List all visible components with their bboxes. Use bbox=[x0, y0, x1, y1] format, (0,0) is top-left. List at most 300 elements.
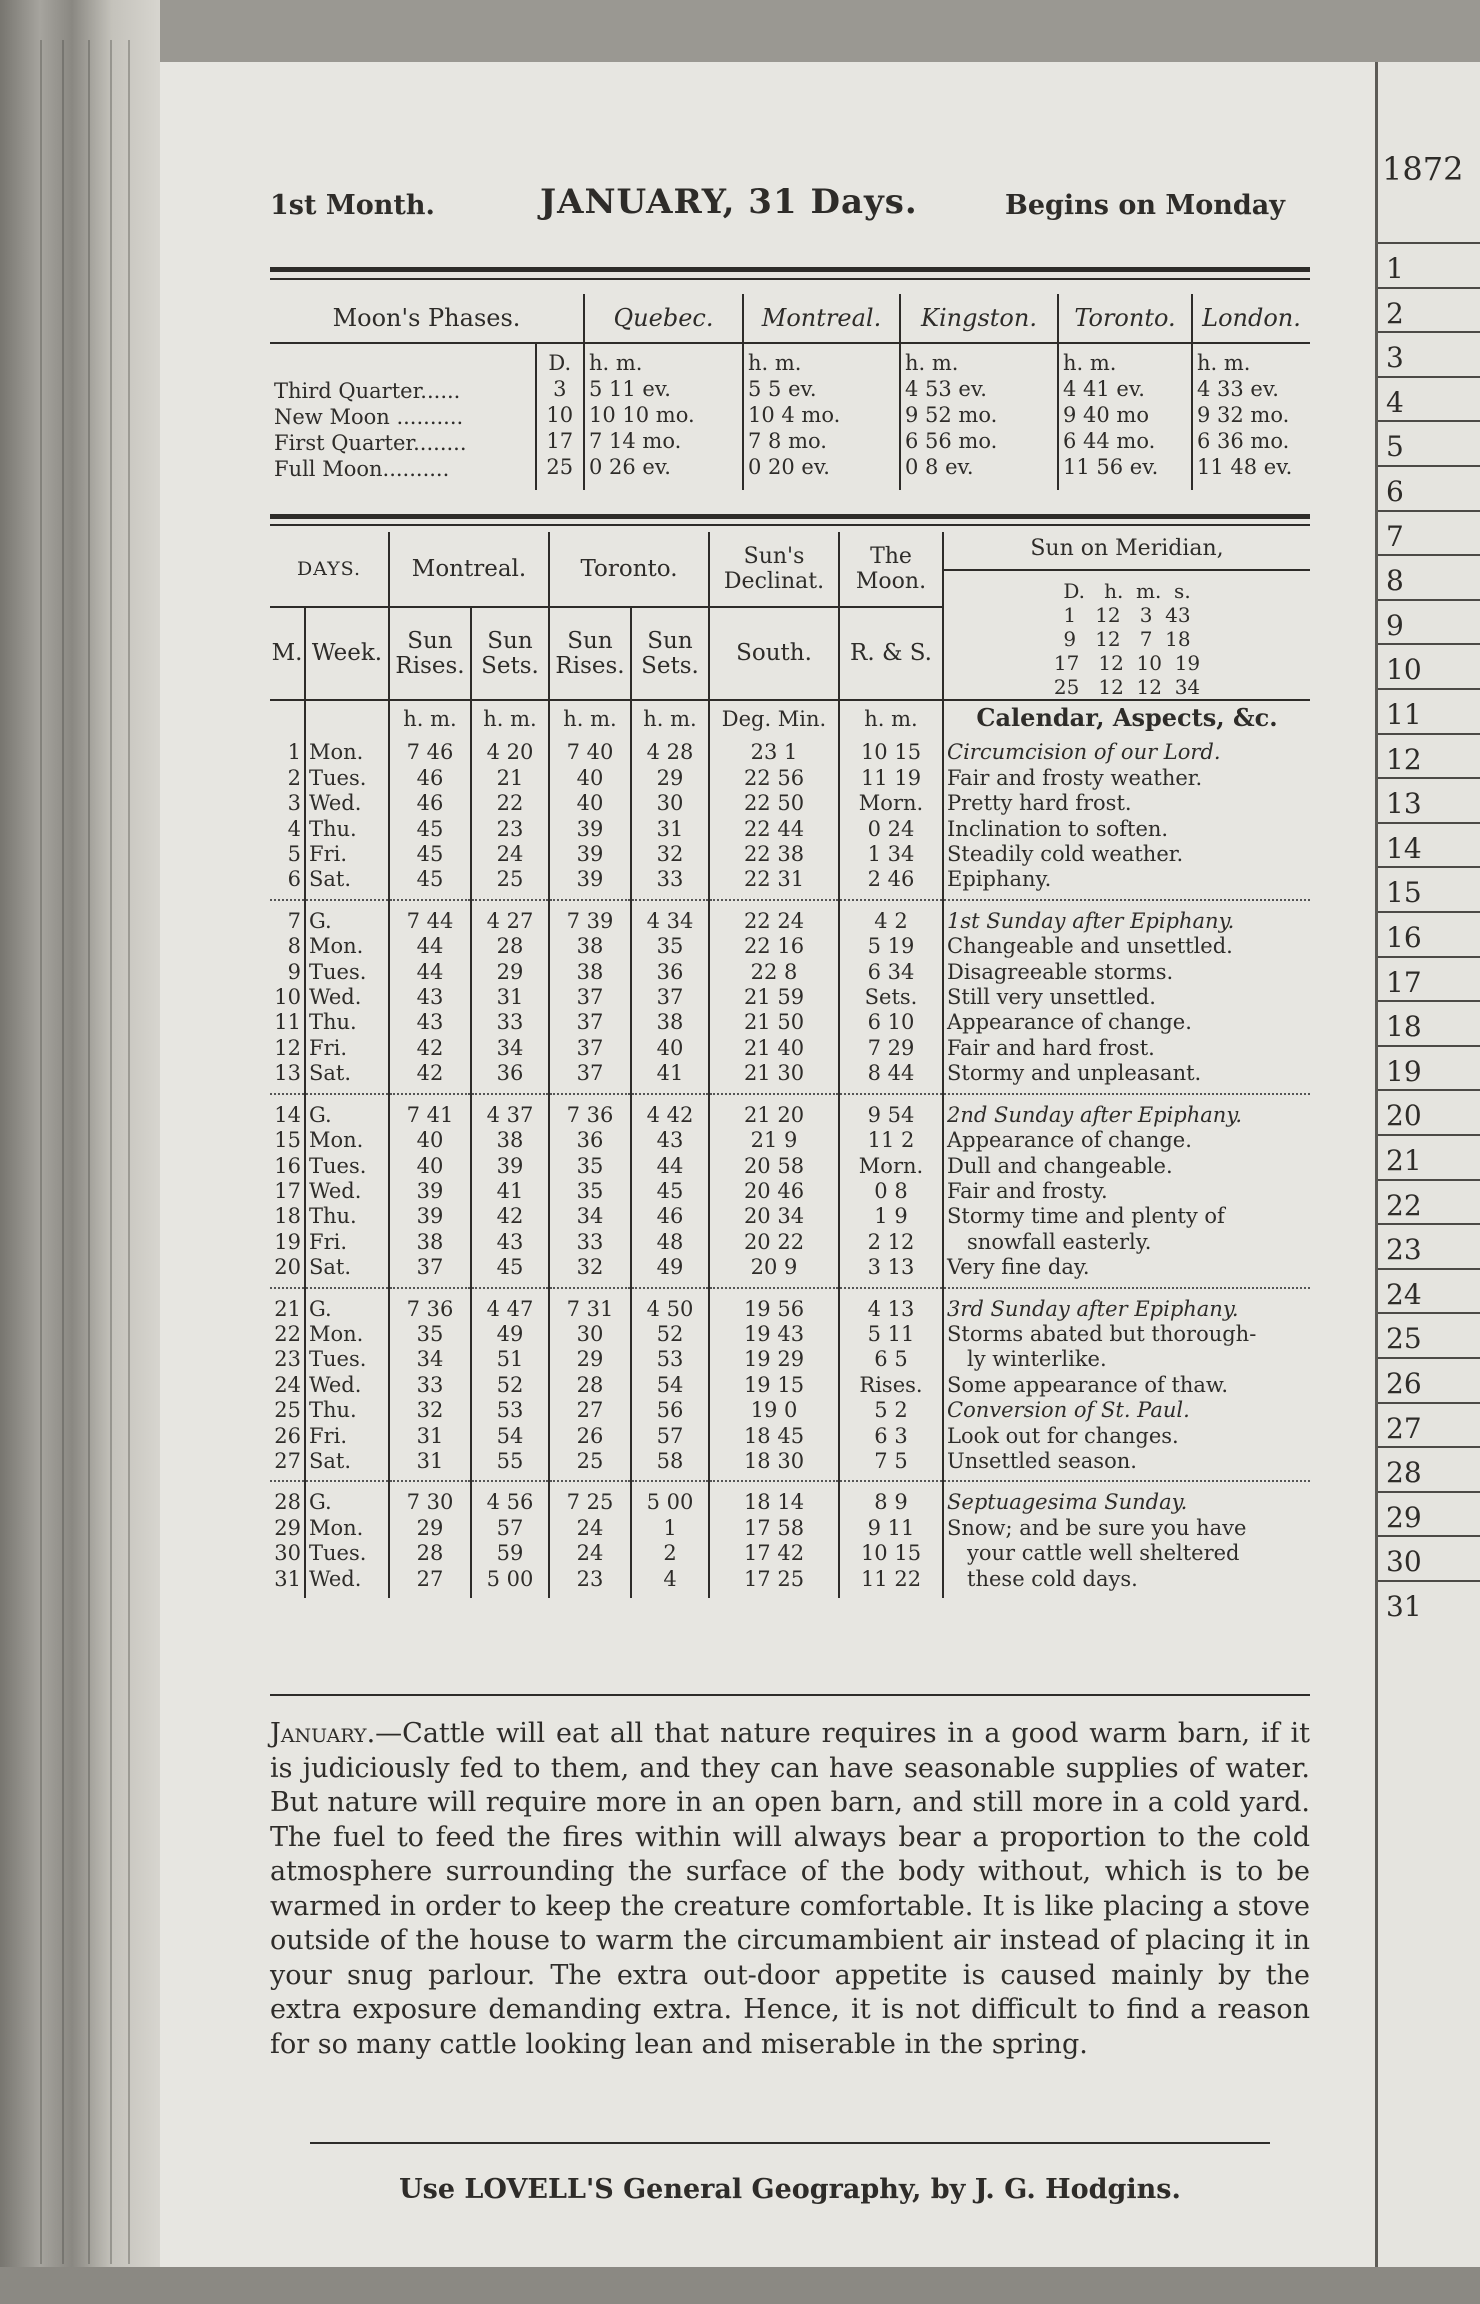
toronto-sunrise: 24 bbox=[549, 1516, 631, 1541]
toronto-sunset: 44 bbox=[631, 1154, 709, 1179]
toronto-sunset: 30 bbox=[631, 791, 709, 816]
meridian-row: 1 12 3 43 bbox=[1063, 603, 1191, 627]
year-label: 1872 bbox=[1382, 150, 1464, 188]
declination: 22 50 bbox=[709, 791, 839, 816]
declination: 17 58 bbox=[709, 1516, 839, 1541]
weekday: G. bbox=[305, 1094, 389, 1128]
aspect-text: Dull and changeable. bbox=[943, 1154, 1310, 1179]
toronto-sunrise: 40 bbox=[549, 791, 631, 816]
toronto-sunrise: 7 31 bbox=[549, 1288, 631, 1322]
calendar-row bbox=[270, 934, 1310, 959]
phase-time: 6 36 mo. bbox=[1197, 429, 1290, 453]
weekday: Thu. bbox=[305, 1398, 389, 1423]
toronto-sunrise: 7 39 bbox=[549, 900, 631, 934]
toronto-sunrise: 34 bbox=[549, 1204, 631, 1229]
montreal-sunrise: 35 bbox=[389, 1322, 471, 1347]
declination: 19 56 bbox=[709, 1288, 839, 1322]
montreal-sets-heading: Sun Sets. bbox=[471, 607, 549, 700]
page-shadow bbox=[0, 2267, 1480, 2304]
moon-rs: 0 24 bbox=[839, 817, 943, 842]
moon-rs: 10 15 bbox=[839, 1541, 943, 1566]
toronto-sunset: 46 bbox=[631, 1204, 709, 1229]
declination: 22 16 bbox=[709, 934, 839, 959]
declination: 20 58 bbox=[709, 1154, 839, 1179]
row-rule bbox=[1378, 287, 1480, 289]
page-title: JANUARY, 31 Days. bbox=[540, 182, 918, 222]
facing-day-number: 16 bbox=[1386, 921, 1422, 954]
day-number: 17 bbox=[274, 1178, 301, 1203]
aspect-text: Steadily cold weather. bbox=[943, 842, 1310, 867]
toronto-col-heading: Toronto. bbox=[549, 532, 709, 607]
weekday: Thu. bbox=[305, 817, 389, 842]
calendar-row bbox=[270, 1567, 1310, 1598]
moon-rs: Morn. bbox=[839, 1154, 943, 1179]
unit-label: h. m. bbox=[1063, 351, 1117, 375]
toronto-sunrise: 32 bbox=[549, 1255, 631, 1287]
toronto-sets-heading: Sun Sets. bbox=[631, 607, 709, 700]
montreal-sunset: 55 bbox=[471, 1449, 549, 1481]
aspect-text: your cattle well sheltered bbox=[943, 1541, 1310, 1566]
phase-time: 9 32 mo. bbox=[1197, 403, 1290, 427]
row-rule bbox=[1378, 643, 1480, 645]
declination: 21 40 bbox=[709, 1036, 839, 1061]
unit-label: h. m. bbox=[389, 700, 471, 732]
phase-time: 4 53 ev. bbox=[905, 377, 987, 401]
toronto-sunrise: 25 bbox=[549, 1449, 631, 1481]
weekday: Tues. bbox=[305, 960, 389, 985]
row-rule bbox=[1378, 376, 1480, 378]
montreal-sunset: 29 bbox=[471, 960, 549, 985]
row-rule bbox=[1378, 1089, 1480, 1091]
moon-rs: 6 3 bbox=[839, 1424, 943, 1449]
phase-time: 4 33 ev. bbox=[1197, 377, 1279, 401]
unit-label: h. m. bbox=[549, 700, 631, 732]
header-rule-thin bbox=[270, 278, 1310, 280]
aspect-text: Inclination to soften. bbox=[943, 817, 1310, 842]
toronto-sunrise: 37 bbox=[549, 985, 631, 1010]
day-number: 5 bbox=[287, 842, 301, 867]
toronto-sunrise: 29 bbox=[549, 1347, 631, 1372]
calendar-row bbox=[270, 1398, 1310, 1423]
montreal-sunset: 33 bbox=[471, 1010, 549, 1035]
row-rule bbox=[1378, 1580, 1480, 1582]
aspect-text: Septuagesima Sunday. bbox=[943, 1481, 1310, 1515]
montreal-sunset: 4 20 bbox=[471, 732, 549, 765]
montreal-sunrise: 38 bbox=[389, 1230, 471, 1255]
facing-day-number: 26 bbox=[1386, 1367, 1422, 1400]
day-number: 13 bbox=[274, 1061, 301, 1086]
toronto-sunset: 4 34 bbox=[631, 900, 709, 934]
weekday: Tues. bbox=[305, 766, 389, 791]
facing-day-number: 27 bbox=[1386, 1411, 1422, 1445]
montreal-sunrise: 46 bbox=[389, 766, 471, 791]
table-bottom-rule bbox=[270, 1694, 1310, 1696]
declination: 21 50 bbox=[709, 1010, 839, 1035]
phase-time: 0 26 ev. bbox=[589, 455, 671, 479]
moon-rs: Sets. bbox=[839, 985, 943, 1010]
toronto-sunset: 2 bbox=[631, 1541, 709, 1566]
day-number: 23 bbox=[274, 1347, 301, 1372]
montreal-sunrise: 43 bbox=[389, 985, 471, 1010]
montreal-heading: Montreal. bbox=[743, 294, 900, 343]
book-spine bbox=[0, 0, 160, 2304]
montreal-sunset: 21 bbox=[471, 766, 549, 791]
facing-day-number: 13 bbox=[1386, 787, 1422, 821]
montreal-sunset: 51 bbox=[471, 1347, 549, 1372]
montreal-sunset: 38 bbox=[471, 1128, 549, 1153]
calendar-row bbox=[270, 1036, 1310, 1061]
montreal-sunset: 31 bbox=[471, 985, 549, 1010]
montreal-sunrise: 34 bbox=[389, 1347, 471, 1372]
weekday: Mon. bbox=[305, 1128, 389, 1153]
montreal-sunrise: 31 bbox=[389, 1424, 471, 1449]
declination: 18 30 bbox=[709, 1449, 839, 1481]
weekday: Wed. bbox=[305, 1567, 389, 1598]
montreal-sunrise: 32 bbox=[389, 1398, 471, 1423]
phase-time: 9 40 mo bbox=[1063, 403, 1149, 427]
row-rule bbox=[1378, 465, 1480, 467]
declination: 17 42 bbox=[709, 1541, 839, 1566]
advert-rule bbox=[310, 2142, 1270, 2144]
unit-label: h. m. bbox=[589, 351, 643, 375]
declination: 22 44 bbox=[709, 817, 839, 842]
weekday: Fri. bbox=[305, 1036, 389, 1061]
phase-day: 17 bbox=[546, 429, 574, 453]
facing-day-number: 23 bbox=[1386, 1233, 1422, 1267]
moon-phases-table bbox=[270, 294, 1310, 490]
row-rule bbox=[1378, 510, 1480, 512]
unit-label: h. m. bbox=[471, 700, 549, 732]
aspect-text: Unsettled season. bbox=[943, 1449, 1310, 1481]
row-rule bbox=[1378, 777, 1480, 779]
unit-label: h. m. bbox=[1197, 351, 1251, 375]
phase-day: 3 bbox=[553, 377, 567, 401]
toronto-sunset: 52 bbox=[631, 1322, 709, 1347]
montreal-sunset: 23 bbox=[471, 817, 549, 842]
row-rule bbox=[1378, 1223, 1480, 1225]
montreal-sunrise: 40 bbox=[389, 1154, 471, 1179]
montreal-sunset: 45 bbox=[471, 1255, 549, 1287]
toronto-sunset: 31 bbox=[631, 817, 709, 842]
declination: 19 15 bbox=[709, 1373, 839, 1398]
facing-day-number: 4 bbox=[1386, 385, 1404, 419]
calendar-row bbox=[270, 1179, 1310, 1204]
essay-body: —Cattle will eat all that nature requires in a good warm barn, if it is judiciously fed to them, and they can have seasonable supplies of water. But nature will require more in an open barn, and still more in a cold yard. The fuel to feed the fires within will always bear a proportion to the cold atmosphere surrounding the surface of the body without, which is to be warmed in order to keep the creature comfortable. It is like placing a stove outside of the house to warm the circumambient air instead of placing it in your snug parlour. The extra out-door appetite is caused mainly by the extra exposure demanding extra. Hence, it is not difficult to find a reason for so many cattle looking lean and miserable in the spring. bbox=[270, 1718, 1310, 2060]
declination: 21 20 bbox=[709, 1094, 839, 1128]
m-heading: M. bbox=[270, 607, 305, 700]
day-number: 1 bbox=[287, 740, 301, 765]
units-row bbox=[270, 700, 1310, 732]
facing-day-number: 31 bbox=[1386, 1590, 1422, 1623]
calendar-row bbox=[270, 1373, 1310, 1398]
calendar-row bbox=[270, 1154, 1310, 1179]
toronto-sunset: 57 bbox=[631, 1424, 709, 1449]
montreal-sunrise: 7 41 bbox=[389, 1094, 471, 1128]
calendar-table bbox=[270, 532, 1310, 1598]
meridian-units: D. h. m. s. bbox=[1063, 579, 1191, 603]
moon-rs: 5 11 bbox=[839, 1322, 943, 1347]
calendar-row bbox=[270, 985, 1310, 1010]
row-rule bbox=[1378, 1134, 1480, 1136]
montreal-sunrise: 7 46 bbox=[389, 732, 471, 765]
aspect-text: Fair and frosty weather. bbox=[943, 766, 1310, 791]
toronto-sunrise: 27 bbox=[549, 1398, 631, 1423]
weekday: Tues. bbox=[305, 1154, 389, 1179]
calendar-row bbox=[270, 817, 1310, 842]
aspect-text: Appearance of change. bbox=[943, 1128, 1310, 1153]
moon-rs: 5 19 bbox=[839, 934, 943, 959]
day-number: 25 bbox=[274, 1398, 301, 1423]
calendar-row bbox=[270, 1481, 1310, 1515]
phase-time: 5 5 ev. bbox=[748, 377, 817, 401]
london-heading: London. bbox=[1192, 294, 1310, 343]
row-rule bbox=[1378, 331, 1480, 333]
toronto-sunset: 40 bbox=[631, 1036, 709, 1061]
phase-name: Full Moon.......... bbox=[274, 457, 450, 481]
montreal-sunrise: 42 bbox=[389, 1036, 471, 1061]
meridian-row: 17 12 10 19 bbox=[1053, 651, 1201, 675]
toronto-sunrise: 38 bbox=[549, 960, 631, 985]
facing-day-number: 1 bbox=[1386, 252, 1404, 285]
essay-lead: January. bbox=[270, 1718, 376, 1749]
phase-name: Third Quarter...... bbox=[274, 379, 461, 403]
toronto-sunset: 56 bbox=[631, 1398, 709, 1423]
day-number: 19 bbox=[274, 1229, 301, 1254]
montreal-sunset: 57 bbox=[471, 1516, 549, 1541]
moon-rs: 8 44 bbox=[839, 1061, 943, 1093]
facing-day-number: 28 bbox=[1386, 1456, 1422, 1490]
unit-label: h. m. bbox=[748, 351, 802, 375]
row-rule bbox=[1378, 599, 1480, 601]
montreal-sunset: 52 bbox=[471, 1373, 549, 1398]
phase-time: 4 41 ev. bbox=[1063, 377, 1145, 401]
day-number: 6 bbox=[287, 867, 301, 892]
declination: 19 29 bbox=[709, 1347, 839, 1372]
calendar-row bbox=[270, 1347, 1310, 1372]
weekday: G. bbox=[305, 1288, 389, 1322]
toronto-sunset: 1 bbox=[631, 1516, 709, 1541]
declination: 18 45 bbox=[709, 1424, 839, 1449]
facing-day-number: 30 bbox=[1386, 1545, 1422, 1579]
facing-day-number: 15 bbox=[1386, 876, 1422, 910]
aspect-text: Look out for changes. bbox=[943, 1424, 1310, 1449]
facing-day-number: 19 bbox=[1386, 1054, 1422, 1088]
day-number: 31 bbox=[274, 1566, 301, 1591]
toronto-rises-heading: Sun Rises. bbox=[549, 607, 631, 700]
south-heading: South. bbox=[709, 607, 839, 700]
declination-heading: Sun's Declinat. bbox=[709, 532, 839, 607]
day-number: 24 bbox=[274, 1372, 301, 1397]
unit-label: h. m. bbox=[905, 351, 959, 375]
aspect-text: these cold days. bbox=[943, 1567, 1310, 1598]
toronto-sunset: 5 00 bbox=[631, 1481, 709, 1515]
day-number: 8 bbox=[287, 934, 301, 959]
declination: 21 59 bbox=[709, 985, 839, 1010]
calendar-row bbox=[270, 1094, 1310, 1128]
row-rule bbox=[1378, 1045, 1480, 1047]
toronto-sunrise: 39 bbox=[549, 867, 631, 899]
aspect-text: Some appearance of thaw. bbox=[943, 1373, 1310, 1398]
calendar-row bbox=[270, 867, 1310, 899]
advert-text: Use LOVELL'S General Geography, by J. G. Hodgins. bbox=[399, 2174, 1181, 2205]
weekday: G. bbox=[305, 1481, 389, 1515]
section-rule-thin bbox=[270, 524, 1310, 526]
weekday: Mon. bbox=[305, 934, 389, 959]
phase-time: 5 11 ev. bbox=[589, 377, 671, 401]
day-number: 21 bbox=[270, 1288, 305, 1322]
facing-day-number: 14 bbox=[1386, 831, 1422, 865]
declination: 20 9 bbox=[709, 1255, 839, 1287]
moon-col-heading: The Moon. bbox=[839, 532, 943, 607]
phase-time: 9 52 mo. bbox=[905, 403, 998, 427]
day-number: 29 bbox=[274, 1515, 301, 1540]
weekday: Tues. bbox=[305, 1347, 389, 1372]
day-number: 15 bbox=[274, 1128, 301, 1153]
moon-rs: 6 5 bbox=[839, 1347, 943, 1372]
montreal-rises-heading: Sun Rises. bbox=[389, 607, 471, 700]
toronto-sunset: 33 bbox=[631, 867, 709, 899]
header-rule bbox=[270, 267, 1310, 272]
row-rule bbox=[1378, 420, 1480, 422]
row-rule bbox=[1378, 1402, 1480, 1404]
declination: 22 24 bbox=[709, 900, 839, 934]
montreal-sunrise: 46 bbox=[389, 791, 471, 816]
montreal-sunset: 59 bbox=[471, 1541, 549, 1566]
row-rule bbox=[1378, 1446, 1480, 1448]
calendar-row bbox=[270, 1288, 1310, 1322]
toronto-heading: Toronto. bbox=[1058, 294, 1192, 343]
aspect-text: 3rd Sunday after Epiphany. bbox=[943, 1288, 1310, 1322]
weekday: Thu. bbox=[305, 1204, 389, 1229]
facing-day-number: 11 bbox=[1386, 698, 1422, 731]
weekday: Wed. bbox=[305, 1373, 389, 1398]
row-rule bbox=[1378, 1000, 1480, 1002]
weekday: Thu. bbox=[305, 1010, 389, 1035]
weekday: G. bbox=[305, 900, 389, 934]
row-rule bbox=[1378, 866, 1480, 868]
week-heading: Week. bbox=[305, 607, 389, 700]
aspect-text: Fair and hard frost. bbox=[943, 1036, 1310, 1061]
aspect-text: Changeable and unsettled. bbox=[943, 934, 1310, 959]
phase-name: First Quarter........ bbox=[274, 431, 467, 455]
facing-day-number: 25 bbox=[1386, 1322, 1422, 1356]
weekday: Sat. bbox=[305, 1255, 389, 1287]
moon-rs: 9 54 bbox=[839, 1094, 943, 1128]
weekday: Mon. bbox=[305, 1516, 389, 1541]
phase-time: 7 8 mo. bbox=[748, 429, 827, 453]
day-number: 7 bbox=[270, 900, 305, 934]
toronto-sunrise: 40 bbox=[549, 766, 631, 791]
unit-label: h. m. bbox=[631, 700, 709, 732]
day-number: 16 bbox=[274, 1153, 301, 1178]
phase-time: 6 44 mo. bbox=[1063, 429, 1156, 453]
begins-label: Begins on Monday bbox=[1005, 190, 1285, 221]
weekday: Sat. bbox=[305, 867, 389, 899]
toronto-sunrise: 24 bbox=[549, 1541, 631, 1566]
montreal-sunset: 22 bbox=[471, 791, 549, 816]
weekday: Tues. bbox=[305, 1541, 389, 1566]
phase-time: 6 56 mo. bbox=[905, 429, 998, 453]
montreal-sunset: 25 bbox=[471, 867, 549, 899]
facing-day-number: 20 bbox=[1386, 1099, 1422, 1133]
row-rule bbox=[1378, 1312, 1480, 1314]
montreal-sunrise: 43 bbox=[389, 1010, 471, 1035]
facing-day-number: 6 bbox=[1386, 475, 1404, 508]
toronto-sunset: 36 bbox=[631, 960, 709, 985]
montreal-sunrise: 45 bbox=[389, 867, 471, 899]
calendar-row bbox=[270, 1230, 1310, 1255]
declination: 23 1 bbox=[709, 732, 839, 765]
moon-phases-heading: Moon's Phases. bbox=[270, 294, 584, 343]
facing-day-number: 5 bbox=[1386, 430, 1404, 464]
montreal-sunset: 28 bbox=[471, 934, 549, 959]
facing-day-number: 24 bbox=[1386, 1277, 1422, 1311]
day-number: 11 bbox=[274, 1010, 301, 1035]
declination: 22 38 bbox=[709, 842, 839, 867]
day-number: 22 bbox=[274, 1321, 301, 1346]
weekday: Fri. bbox=[305, 1230, 389, 1255]
aspect-text: Snow; and be sure you have bbox=[943, 1516, 1310, 1541]
declination: 22 31 bbox=[709, 867, 839, 899]
montreal-sunrise: 45 bbox=[389, 842, 471, 867]
january-essay bbox=[270, 1717, 1310, 2062]
moon-phases-body bbox=[270, 343, 1310, 490]
calendar-row bbox=[270, 842, 1310, 867]
phase-day: 10 bbox=[546, 403, 574, 427]
montreal-sunrise: 7 30 bbox=[389, 1481, 471, 1515]
toronto-sunset: 32 bbox=[631, 842, 709, 867]
montreal-sunrise: 40 bbox=[389, 1128, 471, 1153]
aspect-text: Conversion of St. Paul. bbox=[943, 1398, 1310, 1423]
weekday: Wed. bbox=[305, 985, 389, 1010]
aspect-text: 2nd Sunday after Epiphany. bbox=[943, 1094, 1310, 1128]
montreal-sunset: 42 bbox=[471, 1204, 549, 1229]
meridian-block bbox=[943, 532, 1310, 700]
facing-day-number: 2 bbox=[1386, 296, 1404, 330]
moon-rs: 3 13 bbox=[839, 1255, 943, 1287]
toronto-sunrise: 30 bbox=[549, 1322, 631, 1347]
toronto-sunrise: 23 bbox=[549, 1567, 631, 1598]
toronto-sunrise: 37 bbox=[549, 1010, 631, 1035]
aspect-text: 1st Sunday after Epiphany. bbox=[943, 900, 1310, 934]
moon-rs: 7 5 bbox=[839, 1449, 943, 1481]
almanac-page bbox=[160, 62, 1375, 2267]
calendar-row bbox=[270, 1128, 1310, 1153]
row-rule bbox=[1378, 911, 1480, 913]
calendar-row bbox=[270, 900, 1310, 934]
declination: 22 8 bbox=[709, 960, 839, 985]
moon-rs: 1 34 bbox=[839, 842, 943, 867]
montreal-sunrise: 29 bbox=[389, 1516, 471, 1541]
phase-day: 25 bbox=[546, 455, 574, 479]
moon-rs: 2 46 bbox=[839, 867, 943, 899]
declination: 18 14 bbox=[709, 1481, 839, 1515]
weekday: Sat. bbox=[305, 1061, 389, 1093]
moon-rs: 11 2 bbox=[839, 1128, 943, 1153]
declination: 20 46 bbox=[709, 1179, 839, 1204]
phase-time: 10 10 mo. bbox=[589, 403, 695, 427]
aspect-text: Disagreeable storms. bbox=[943, 960, 1310, 985]
aspect-text: snowfall easterly. bbox=[943, 1230, 1310, 1255]
moon-rs: 11 22 bbox=[839, 1567, 943, 1598]
toronto-sunrise: 36 bbox=[549, 1128, 631, 1153]
day-number: 14 bbox=[270, 1094, 305, 1128]
weekday: Wed. bbox=[305, 791, 389, 816]
facing-day-number: 9 bbox=[1386, 608, 1404, 642]
facing-day-number: 3 bbox=[1386, 341, 1404, 375]
aspect-text: Stormy and unpleasant. bbox=[943, 1061, 1310, 1093]
montreal-sunset: 43 bbox=[471, 1230, 549, 1255]
